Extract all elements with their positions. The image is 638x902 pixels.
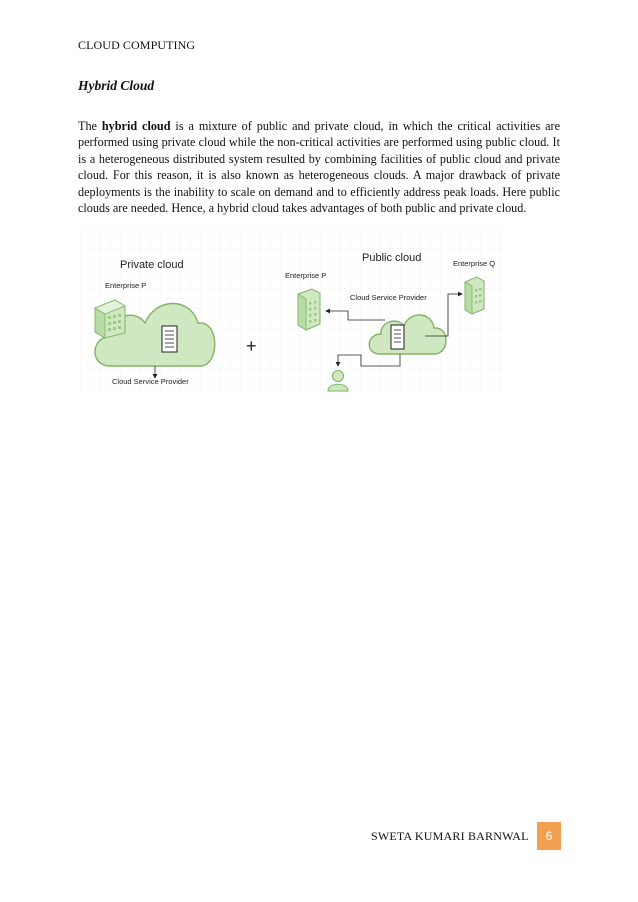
section-title: Hybrid Cloud xyxy=(78,78,155,93)
paragraph-rest: is a mixture of public and private cloud, in which the critical activities are performed using private cloud while the non-critical activities are performed using public cloud. It is a heterogeneous distributed system resulted by combining facilities of public cloud and private cloud. For this reason, it is also known as heterogeneous clouds. A major drawback of private deployments is the inability to scale on demand and to efficiently address peak loads. Here public clouds are needed. Hence, a hybrid cloud takes advantages of both public and private cloud. xyxy=(78,119,561,216)
hybrid-cloud-diagram xyxy=(80,228,506,396)
plus-sign: + xyxy=(246,336,257,356)
public-enterprise-q-label: Enterprise Q xyxy=(453,259,496,268)
grid-background xyxy=(80,228,506,396)
private-server-icon xyxy=(162,326,177,352)
running-header: CLOUD COMPUTING xyxy=(78,38,196,52)
public-provider-label: Cloud Service Provider xyxy=(350,293,427,302)
private-cloud-title: Private cloud xyxy=(120,259,184,271)
public-enterprise-p-label: Enterprise P xyxy=(285,271,327,280)
page-number: 6 xyxy=(545,829,553,843)
public-server-icon xyxy=(391,325,404,349)
footer-author: SWETA KUMARI BARNWAL xyxy=(371,829,529,843)
body-paragraph xyxy=(78,118,560,216)
public-enterprise-q-building-icon xyxy=(465,277,484,314)
paragraph-lead: The xyxy=(78,119,102,133)
page-number-badge xyxy=(537,822,561,850)
paragraph-bold-term: hybrid cloud xyxy=(101,119,171,133)
private-enterprise-label: Enterprise P xyxy=(105,281,147,290)
private-provider-label: Cloud Service Provider xyxy=(112,377,189,386)
private-enterprise-building-icon xyxy=(95,300,125,338)
public-enterprise-p-building-icon xyxy=(298,289,320,330)
public-cloud-title: Public cloud xyxy=(362,252,422,264)
